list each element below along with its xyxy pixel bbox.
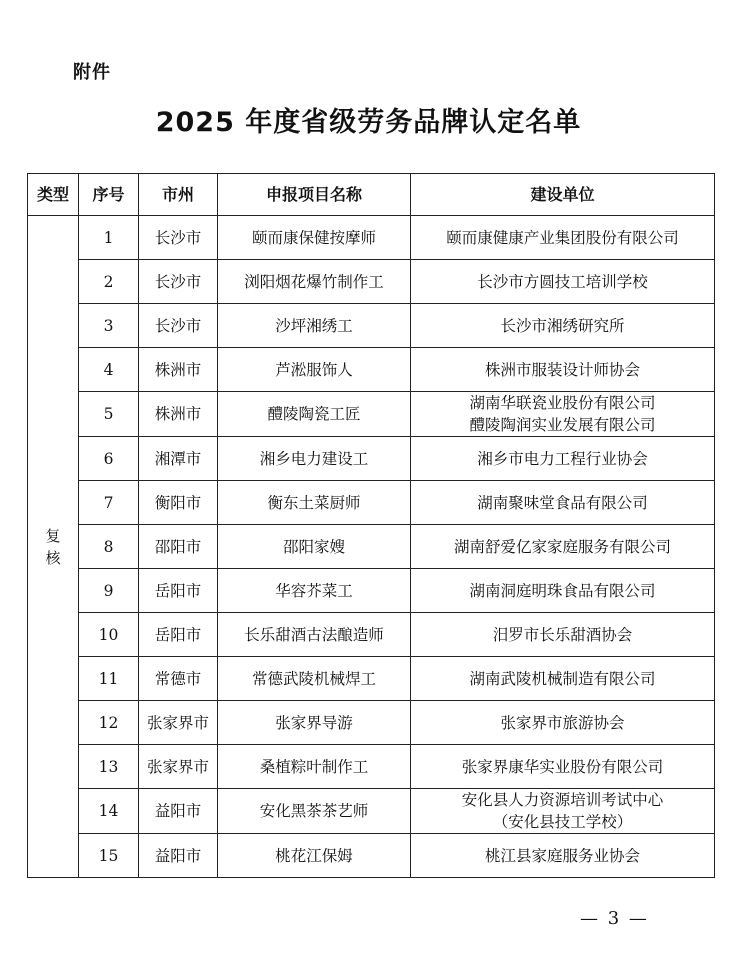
project-name-cell: 桃花江保姆 [218, 834, 411, 878]
table-row [28, 569, 715, 613]
project-name-cell: 常德武陵机械焊工 [218, 657, 411, 701]
project-name-cell: 醴陵陶瓷工匠 [218, 392, 411, 437]
construction-unit-line: 湖南武陵机械制造有限公司 [469, 669, 656, 688]
row-number-cell: 12 [79, 701, 139, 745]
table-row [28, 613, 715, 657]
city-cell: 长沙市 [139, 304, 218, 348]
table-row [28, 789, 715, 834]
row-number-cell: 1 [79, 216, 139, 260]
construction-unit-line: 安化县人力资源培训考试中心 [461, 791, 664, 809]
project-name-cell: 芦淞服饰人 [218, 348, 411, 392]
city-cell: 长沙市 [139, 260, 218, 304]
table-row [28, 260, 715, 304]
column-header-unit: 建设单位 [411, 174, 715, 216]
table-row [28, 392, 715, 437]
construction-unit-line: 颐而康健康产业集团股份有限公司 [446, 228, 679, 247]
city-cell: 株洲市 [139, 348, 218, 392]
construction-unit-line: 张家界康华实业股份有限公司 [461, 757, 664, 776]
construction-unit-line: 湖南洞庭明珠食品有限公司 [469, 581, 656, 600]
row-number-cell: 4 [79, 348, 139, 392]
construction-unit-line-2: 醴陵陶润实业发展有限公司 [469, 416, 656, 434]
row-number-cell: 2 [79, 260, 139, 304]
page-number: — 3 — [580, 908, 649, 929]
construction-unit-line: 湘乡市电力工程行业协会 [477, 449, 648, 468]
row-number-cell: 10 [79, 613, 139, 657]
construction-unit-cell [411, 701, 715, 745]
project-name-cell: 颐而康保健按摩师 [218, 216, 411, 260]
construction-unit-line-2: （安化县技工学校） [492, 813, 633, 831]
construction-unit-cell [411, 392, 715, 437]
row-number-cell: 7 [79, 481, 139, 525]
construction-unit-cell [411, 745, 715, 789]
project-name-cell: 桑植粽叶制作工 [218, 745, 411, 789]
construction-unit-line: 桃江县家庭服务业协会 [484, 846, 640, 865]
construction-unit-cell [411, 348, 715, 392]
row-number-cell: 3 [79, 304, 139, 348]
table-row [28, 834, 715, 878]
table-header-row [28, 174, 715, 216]
city-cell: 常德市 [139, 657, 218, 701]
table-row [28, 437, 715, 481]
project-name-cell: 张家界导游 [218, 701, 411, 745]
table-row [28, 216, 715, 260]
construction-unit-cell [411, 525, 715, 569]
project-name-cell: 衡东土菜厨师 [218, 481, 411, 525]
category-cell [28, 216, 79, 878]
category-label: 复核 [45, 526, 61, 567]
project-name-cell: 华容芥菜工 [218, 569, 411, 613]
construction-unit-line: 长沙市方圆技工培训学校 [477, 272, 648, 291]
column-header-number: 序号 [79, 174, 139, 216]
city-cell: 张家界市 [139, 701, 218, 745]
construction-unit-cell [411, 613, 715, 657]
project-name-cell: 长乐甜酒古法酿造师 [218, 613, 411, 657]
attachment-label: 附件 [73, 62, 111, 83]
city-cell: 张家界市 [139, 745, 218, 789]
row-number-cell: 6 [79, 437, 139, 481]
construction-unit-line: 张家界市旅游协会 [500, 713, 625, 732]
construction-unit-line: 湖南华联瓷业股份有限公司 [469, 394, 656, 412]
table-row [28, 304, 715, 348]
construction-unit-cell [411, 657, 715, 701]
construction-unit-line: 株洲市服装设计师协会 [484, 360, 640, 379]
construction-unit-cell [411, 834, 715, 878]
construction-unit-line: 湖南聚味堂食品有限公司 [477, 493, 648, 512]
city-cell: 湘潭市 [139, 437, 218, 481]
city-cell: 株洲市 [139, 392, 218, 437]
city-cell: 岳阳市 [139, 569, 218, 613]
construction-unit-cell [411, 260, 715, 304]
row-number-cell: 8 [79, 525, 139, 569]
table-row [28, 525, 715, 569]
city-cell: 衡阳市 [139, 481, 218, 525]
row-number-cell: 9 [79, 569, 139, 613]
city-cell: 益阳市 [139, 789, 218, 834]
construction-unit-cell [411, 569, 715, 613]
project-name-cell: 沙坪湘绣工 [218, 304, 411, 348]
city-cell: 邵阳市 [139, 525, 218, 569]
city-cell: 长沙市 [139, 216, 218, 260]
row-number-cell: 14 [79, 789, 139, 834]
project-name-cell: 邵阳家嫂 [218, 525, 411, 569]
project-name-cell: 湘乡电力建设工 [218, 437, 411, 481]
page-title: 2025 年度省级劳务品牌认定名单 [155, 107, 582, 138]
construction-unit-line: 汨罗市长乐甜酒协会 [492, 625, 633, 644]
table-body [28, 216, 715, 878]
construction-unit-cell [411, 481, 715, 525]
construction-unit-line: 湖南舒爱亿家家庭服务有限公司 [453, 537, 671, 556]
table-row [28, 481, 715, 525]
row-number-cell: 11 [79, 657, 139, 701]
project-name-cell: 安化黑茶茶艺师 [218, 789, 411, 834]
construction-unit-cell [411, 437, 715, 481]
construction-unit-cell [411, 789, 715, 834]
brand-list-table [27, 173, 715, 878]
construction-unit-cell [411, 216, 715, 260]
table-row [28, 348, 715, 392]
project-name-cell: 浏阳烟花爆竹制作工 [218, 260, 411, 304]
construction-unit-cell [411, 304, 715, 348]
construction-unit-line: 长沙市湘绣研究所 [500, 316, 625, 335]
city-cell: 益阳市 [139, 834, 218, 878]
row-number-cell: 13 [79, 745, 139, 789]
column-header-city: 市州 [139, 174, 218, 216]
table-row [28, 701, 715, 745]
city-cell: 岳阳市 [139, 613, 218, 657]
column-header-project: 申报项目名称 [218, 174, 411, 216]
table-row [28, 657, 715, 701]
table-row [28, 745, 715, 789]
row-number-cell: 15 [79, 834, 139, 878]
column-header-type: 类型 [28, 174, 79, 216]
row-number-cell: 5 [79, 392, 139, 437]
